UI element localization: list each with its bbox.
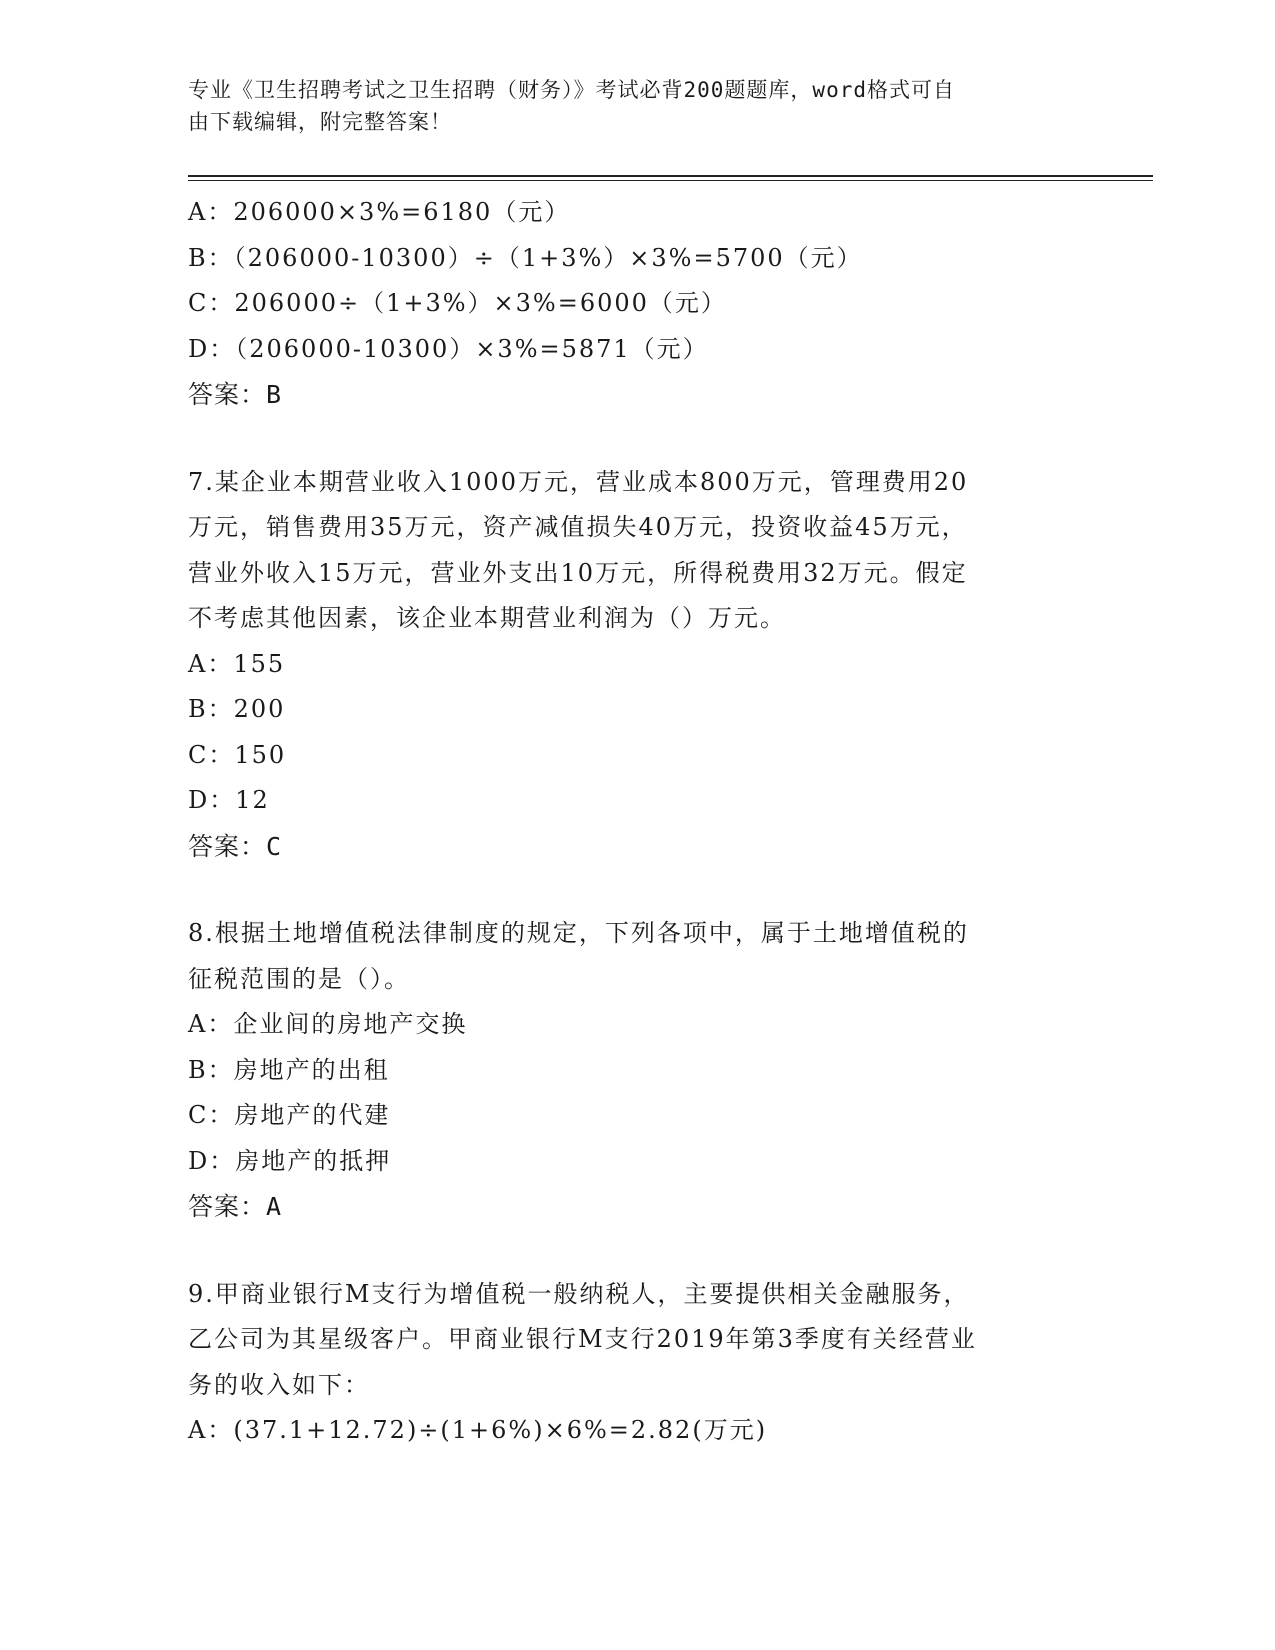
document-body xyxy=(188,190,1088,1454)
spacer xyxy=(188,418,1088,460)
question-7-option-c: C：150 xyxy=(188,740,287,769)
question-7-answer: 答案：C xyxy=(188,831,283,861)
question-7-option-a: A：155 xyxy=(188,649,286,678)
header-divider-thin xyxy=(188,180,1153,181)
question-6-option-d: D：（206000-10300）×3%=5871（元） xyxy=(188,334,709,363)
question-8-option-c: C：房地产的代建 xyxy=(188,1101,391,1129)
question-8-answer: 答案：A xyxy=(188,1192,283,1221)
question-8 xyxy=(188,911,1088,1230)
question-7-stem-line: 7.某企业本期营业收入1000万元，营业成本800万元，管理费用20 xyxy=(188,467,969,496)
question-7-stem-line: 万元，销售费用35万元，资产减值损失40万元，投资收益45万元， xyxy=(188,513,968,541)
question-6-option-c: C：206000÷（1+3%）×3%=6000（元） xyxy=(188,289,727,317)
header-line-2: 由下载编辑，附完整答案！ xyxy=(188,110,452,134)
spacer xyxy=(188,869,1088,911)
spacer xyxy=(188,1230,1088,1272)
question-6-option-b: B：（206000-10300）÷（1+3%）×3%=5700（元） xyxy=(188,243,863,272)
question-9-stem-line: 乙公司为其星级客户。甲商业银行M支行2019年第3季度有关经营业 xyxy=(188,1325,977,1353)
question-8-stem-line: 征税范围的是（）。 xyxy=(188,964,410,993)
question-7-option-b: B：200 xyxy=(188,695,286,723)
question-9-stem-line: 务的收入如下： xyxy=(188,1370,370,1399)
header-line-1: 专业《卫生招聘考试之卫生招聘（财务）》考试必背200题题库，word格式可自 xyxy=(188,78,955,102)
header-divider-thick xyxy=(188,175,1153,177)
question-7-stem-line: 不考虑其他因素，该企业本期营业利润为（）万元。 xyxy=(188,604,786,632)
question-6-option-a: A：206000×3%=6180（元） xyxy=(188,198,571,226)
question-8-option-b: B：房地产的出租 xyxy=(188,1055,390,1084)
document-header xyxy=(188,74,1068,138)
question-6-answer: 答案：B xyxy=(188,380,283,409)
question-7 xyxy=(188,460,1088,870)
question-9-option-a: A：(37.1+12.72)÷(1+6%)×6%=2.82(万元) xyxy=(188,1416,768,1444)
question-9 xyxy=(188,1272,1088,1454)
question-7-stem-line: 营业外收入15万元，营业外支出10万元，所得税费用32万元。假定 xyxy=(188,558,968,587)
question-7-option-d: D：12 xyxy=(188,786,270,814)
question-9-stem-line: 9.甲商业银行M支行为增值税一般纳税人，主要提供相关金融服务， xyxy=(188,1279,970,1308)
question-6 xyxy=(188,190,1088,418)
question-8-stem-line: 8.根据土地增值税法律制度的规定，下列各项中，属于土地增值税的 xyxy=(188,919,969,947)
question-8-option-d: D：房地产的抵押 xyxy=(188,1146,392,1175)
question-8-option-a: A：企业间的房地产交换 xyxy=(188,1010,468,1038)
